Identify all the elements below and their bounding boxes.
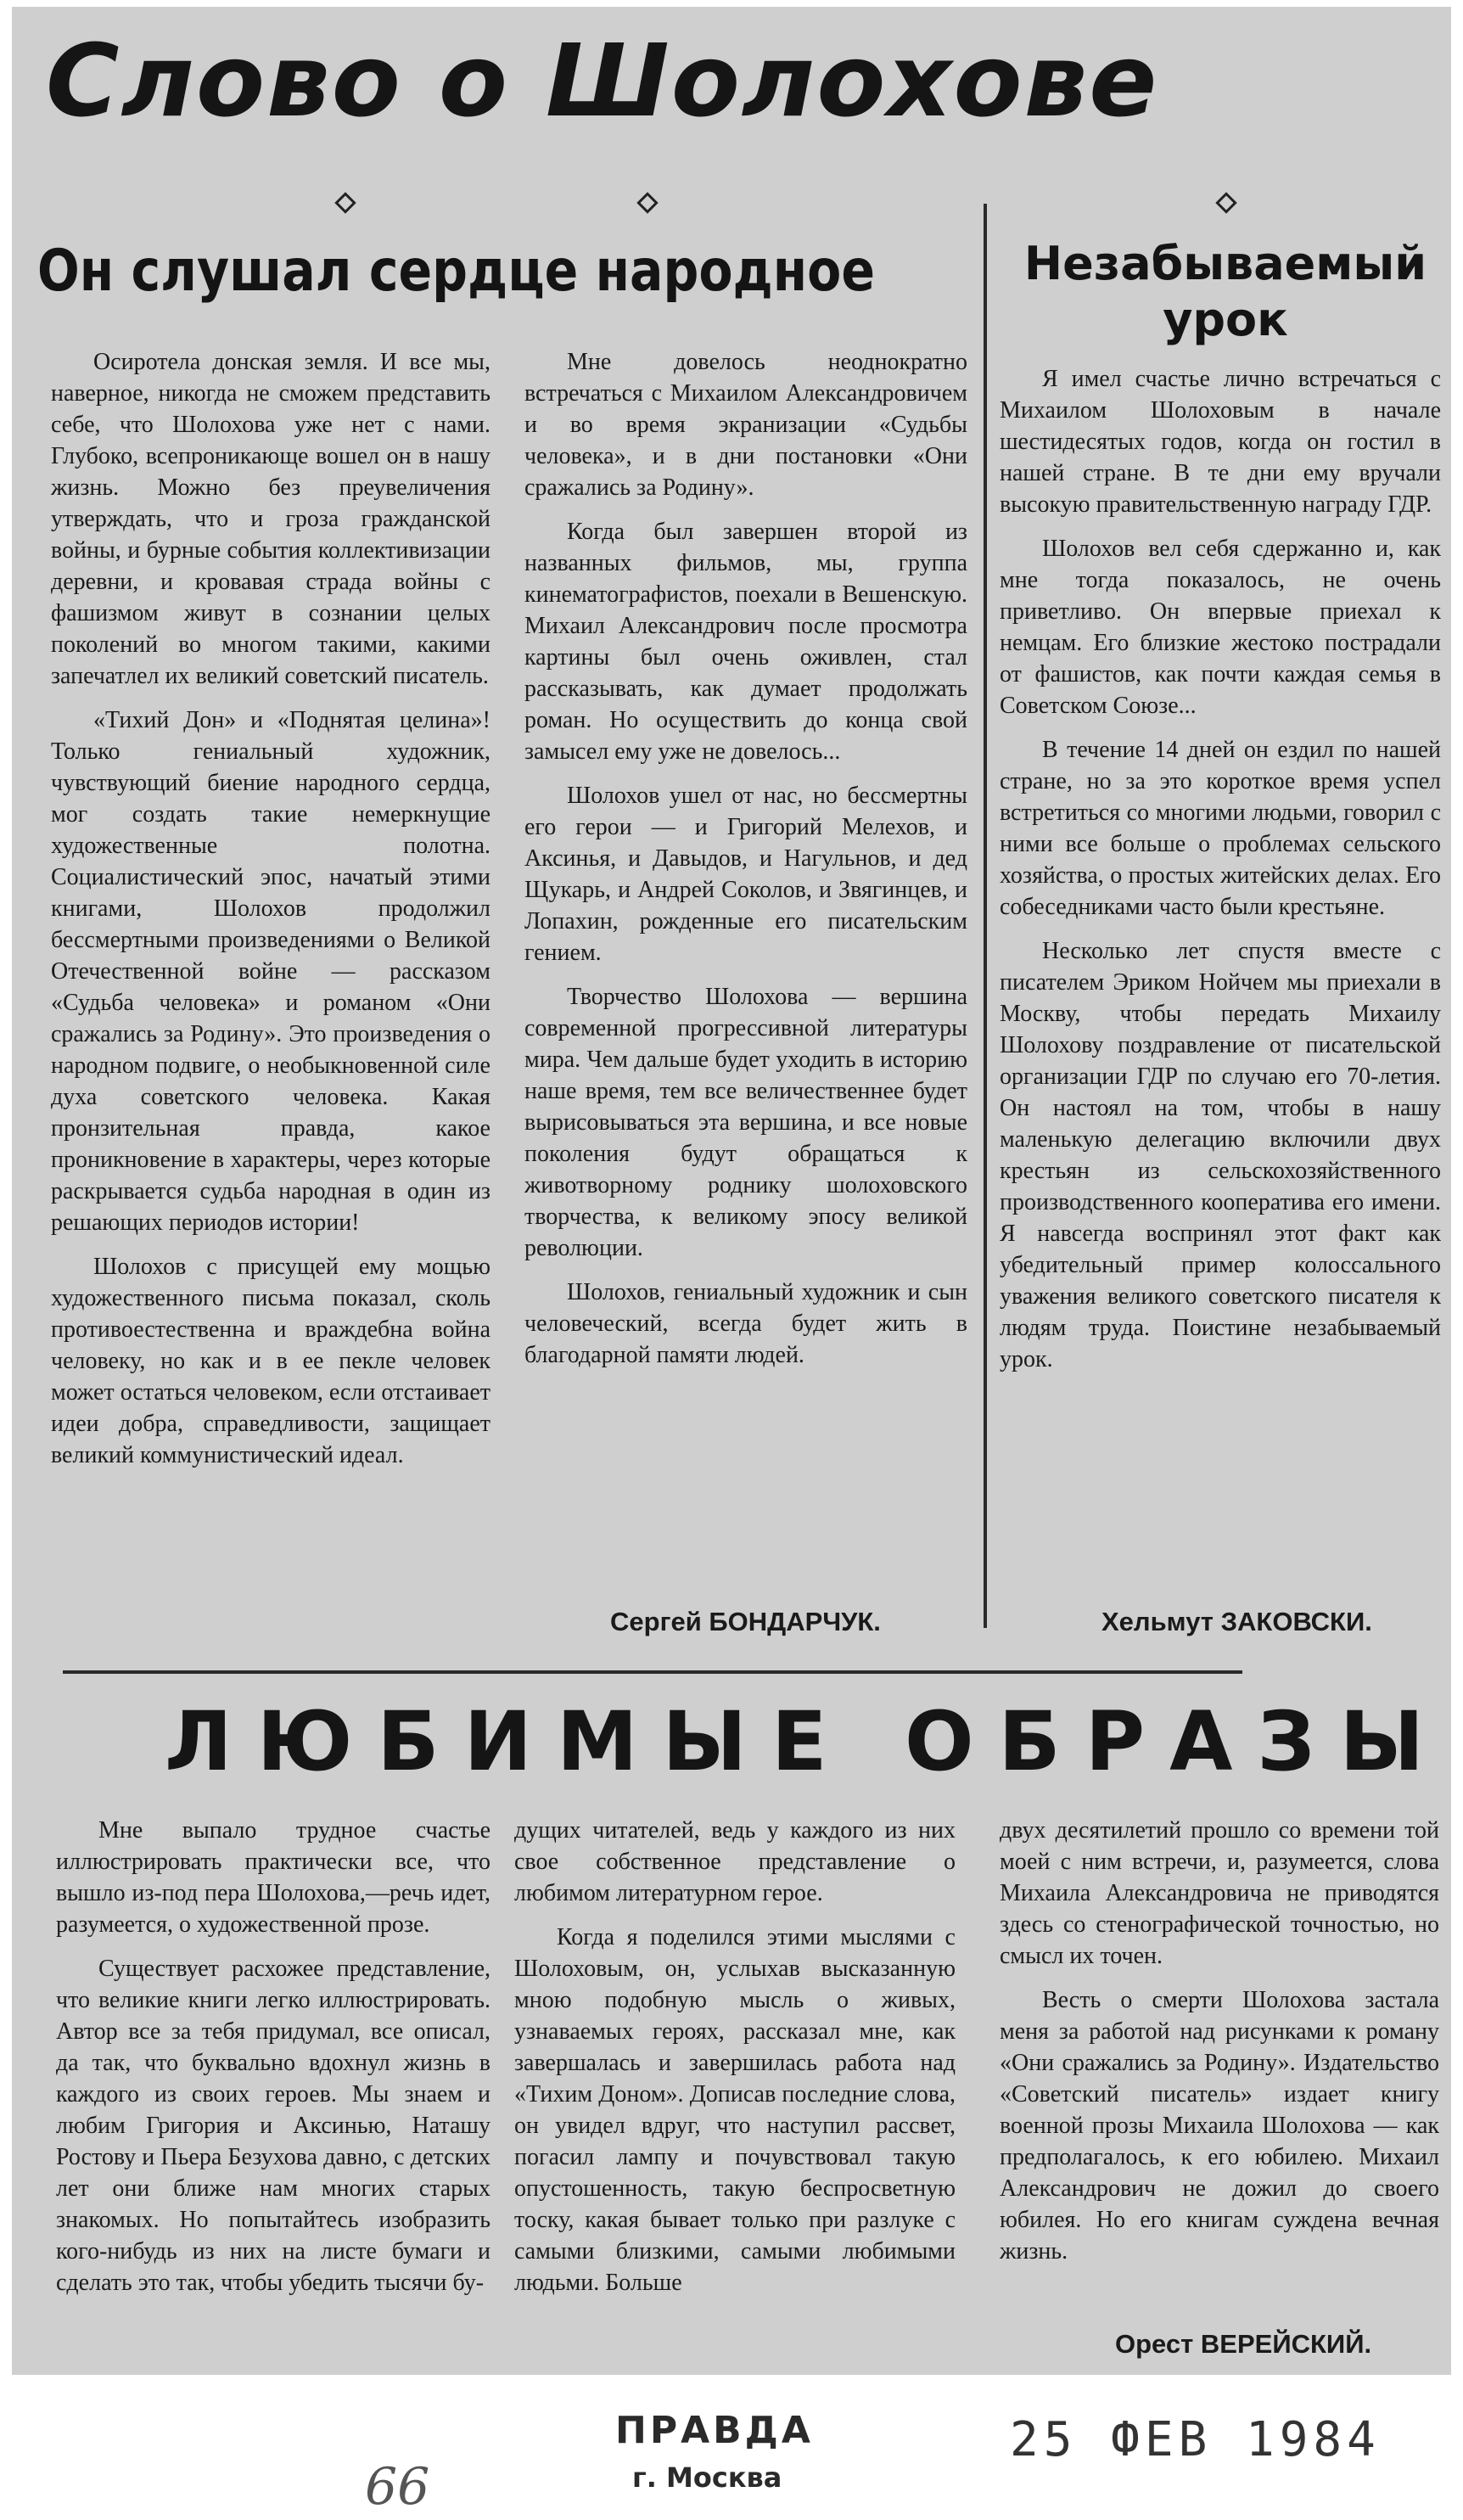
article-column [524,346,967,1383]
diamond-ornament-icon [334,192,356,213]
article-headline: Он слушал сердце народное [37,238,876,305]
author-signature: Сергей БОНДАРЧУК. [610,1607,881,1636]
paragraph: Когда я поделился этими мыслями с Шолоховым, он, услыхав высказанную мною подобную мысль о живых, узнаваемых героях, рассказал мне, как завершалась и завершилась работа над «Тихим Доном». Дописав последние слова, он увидел вдруг, что наступил рассвет, погасил лампу и почувствовал такую опустошенность, такую беспросветную тоску, какая бывает только при разлуке с самыми близкими, самыми любимыми людьми. Больше [514,1924,956,2296]
article-column [1000,363,1441,1388]
paragraph: двух десятилетий прошло со времени той моей с ним встречи, и, разумеется, слова Михаила Александровича не приводятся здесь со стенографической точностью, но смысл их точен. [1000,1817,1439,1969]
column-divider [984,204,987,1628]
article-column [51,346,490,1484]
paragraph: Существует расхожее представление, что великие книги легко иллюстрировать. Автор все за тебя придумал, все описал, да так, что буквально вдохнул жизнь в каждого из своих героев. Мы знаем и любим Григория и Аксинью, Наташу Ростову и Пьера Безухова давно, с детских лет они ближе нам многих старых знакомых. Но попытайтесь изобразить кого-нибудь из них на листе бумаги и сделать это так, чтобы убедить тысячи бу- [56,1956,490,2296]
paragraph: Мне выпало трудное счастье иллюстрировать практически все, что вышло из-под пера Шолохова,—речь идет, разумеется, о художественной прозе. [56,1817,490,1938]
stamp-city: г. Москва [632,2461,782,2494]
paragraph: Осиротела донская земля. И все мы, наверное, никогда не сможем представить себе, что Шолохова уже нет с нами. Глубоко, всепроникающе вошел он в нашу жизнь. Можно без преувеличения утверждать, что и гроза гражданской войны, и бурные события коллективизации деревни, и кровавая страда войны с фашизмом живут в сознании целых поколений во многом такими, какими запечатлел их великий советский писатель. [51,349,490,689]
paragraph: Несколько лет спустя вместе с писателем Эриком Нойчем мы приехали в Москву, чтобы передать Михаилу Шолохову поздравление от писательской организации ГДР по случаю его 70-летия. Он настоял на том, чтобы в нашу маленькую делегацию включили двух крестьян из сельскохозяйственного производственного кооператива его имени. Я навсегда воспринял этот факт как убедительный пример колоссального уважения великого советского писателя к людям труда. Поистине незабываемый урок. [1000,938,1441,1372]
stamp-date: 25 ФЕВ 1984 [1010,2412,1381,2467]
article-headline [1017,236,1433,348]
paragraph: Творчество Шолохова — вершина современной прогрессивной литературы мира. Чем дальше будет уходить в историю наше время, тем все величественнее будет вырисовываться эта вершина, и все новые поколения будут обращаться к животворному роднику шолоховского творчества, к великому эпосу великой революции. [524,984,967,1261]
paragraph: Я имел счастье лично встречаться с Михаилом Шолоховым в начале шестидесятых годов, когда он гостил в нашей стране. В те дни ему вручали высокую правительственную награду ГДР. [1000,366,1441,518]
paragraph: Шолохов с присущей ему мощью художественного письма показал, сколь противоестественна и враждебна война человеку, но как и в ее пекле человек может остаться человеком, если отстаивает идеи добра, справедливости, защищает великий коммунистический идеал. [51,1254,490,1468]
headline-line: урок [1163,293,1288,346]
article-column [514,1815,956,2311]
stamp-newspaper-name: ПРАВДА [615,2409,814,2452]
headline-line: Незабываемый [1023,237,1427,290]
paragraph: Шолохов вел себя сдержанно и, как мне тогда показалось, не очень приветливо. Он впервые приехал к немцам. Его близкие жестоко пострадали от фашистов, как почти каждая семья в Советском Союзе... [1000,536,1441,719]
article-headline: ЛЮБИМЫЕ ОБРАЗЫ [165,1694,1449,1789]
author-signature: Хельмут ЗАКОВСКИ. [1101,1607,1372,1636]
diamond-ornament-icon [1215,192,1236,213]
author-signature: Орест ВЕРЕЙСКИЙ. [1115,2329,1372,2359]
paragraph: Шолохов ушел от нас, но бессмертны его герои — и Григорий Мелехов, и Аксинья, и Давыдов, и Нагульнов, и дед Щукарь, и Андрей Соколов, и Звягинцев, и Лопахин, рожденные его писательским гением. [524,783,967,966]
paragraph: дущих читателей, ведь у каждого из них свое собственное представление о любимом литературном герое. [514,1817,956,1906]
article-column [1000,1815,1439,2280]
paragraph: «Тихий Дон» и «Поднятая целина»! Только гениальный художник, чувствующий биение народного сердца, мог создать такие немеркнущие художественные полотна. Социалистический эпос, начатый этими книгами, Шолохов продолжил бессмертными произведениями о Великой Отечественной войне — рассказом «Судьба человека» и романом «Они сражались за Родину». Это произведения о народном подвиге, о необыкновенной силе духа советского человека. Какая пронзительная правда, какое проникновение в характеры, через которые раскрывается судьба народная в один из решающих периодов истории! [51,707,490,1236]
paragraph: В течение 14 дней он ездил по нашей стране, но за это короткое время успел встретиться со многими людьми, говорил с ними все больше о проблемах сельского хозяйства, о простых житейских делах. Его собеседниками часто были крестьяне. [1000,737,1441,920]
paragraph: Весть о смерти Шолохова застала меня за работой над рисунками к роману «Они сражались за Родину». Издательство «Советский писатель» издает книгу военной прозы Михаила Шолохова — как предполагалось, к его юбилею. Михаил Александрович не дожил до своего юбилея. Но его книгам суждена вечная жизнь. [1000,1987,1439,2265]
section-divider [63,1670,1242,1674]
handwritten-number: 66 [365,2457,430,2517]
paragraph: Шолохов, гениальный художник и сын человеческий, всегда будет жить в благодарной памяти людей. [524,1279,967,1368]
paragraph: Когда был завершен второй из названных фильмов, мы, группа кинематографистов, поехали в Вешенскую. Михаил Александрович после просмотра картины был очень оживлен, стал рассказывать, как думает продолжать роман. Но осуществить до конца свой замысел ему уже не довелось... [524,519,967,765]
paragraph: Мне довелось неоднократно встречаться с Михаилом Александровичем и во время экранизации «Судьбы человека», и в дни постановки «Они сражались за Родину». [524,349,967,501]
newspaper-clipping [12,7,1451,2375]
page-title: Слово о Шолохове [46,22,1159,139]
article-column [56,1815,490,2311]
diamond-ornament-icon [636,192,658,213]
